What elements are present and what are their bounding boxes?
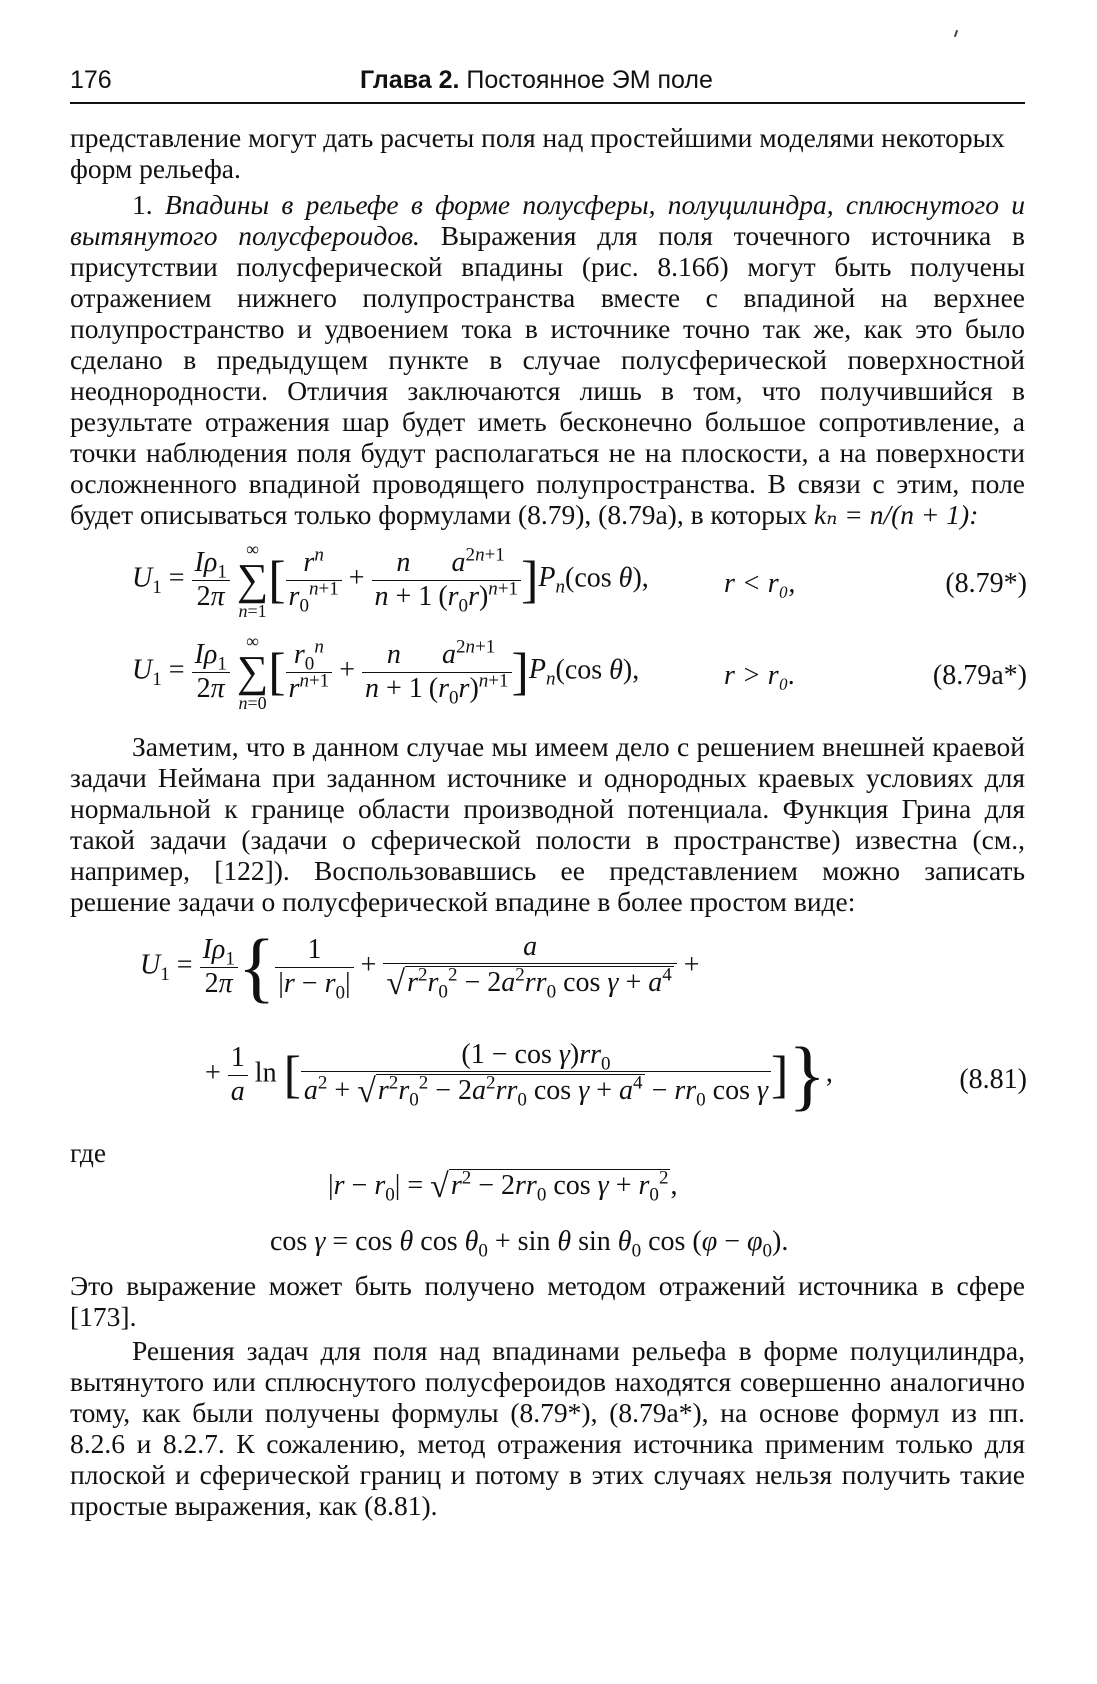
chapter-name: Постоянное ЭМ поле: [466, 66, 713, 94]
equation-condition: r > r₀.: [724, 660, 796, 691]
page-number: 176: [70, 66, 112, 94]
equation-condition: r < r₀,: [724, 568, 796, 599]
chapter-title: [360, 66, 713, 95]
paragraph-intro: представление могут дать расчеты поля над простейшими моделями некоторых форм рельефа.: [70, 122, 1005, 184]
equation-formula-line2: + $\frac{1}{a}$ ln [ $\frac{(1 - \cos \gamma)rr_0}{a^2 + √r^2r_0^2 - 2a^2rr_0 \cos \gamma + a^4 - rr_0 \cos \gamma}$ ]},: [205, 1031, 833, 1118]
equation-number: (8.81): [959, 1064, 1027, 1095]
equation-8-79a-star: [0, 632, 1097, 716]
paragraph-depressions: [70, 189, 1025, 530]
paragraph-body: Выражения для поля точечного источника в присутствии полусферической впадины (рис. 8.16б) могут быть получены отражением нижнего полупространства вместе с впадиной на верхнее полупространство и удвоением тока в источнике точно так же, как это было сделано в предыдущем пункте в случае полусферической поверхностной неоднородности. Отличия заключаются лишь в том, что получившийся в результате отражения шар будет иметь бесконечно большое сопротивление, а точки наблюдения поля будут располагаться не на плоскости, а на поверхности осложненного впадиной проводящего полупространства. В связи с этим, поле будет описываться только формулами (8.79), (8.79а), в которых: [70, 220, 1025, 530]
scan-mark: [954, 30, 958, 37]
equation-8-79-star: [0, 540, 1097, 624]
equation-definition-distance: $|r - r_0| = √r^2 - 2rr_0$ $\cos \gamma + r_0^2$,: [328, 1167, 678, 1206]
where-label: где: [70, 1137, 107, 1168]
inline-formula: kₙ = n/(n + 1):: [814, 499, 979, 530]
equation-formula-line1: $U_1$ = $\frac{I\rho_1}{2\pi}$ { $\frac{1}{|r - r_0|}$ + $\frac{a}{√r^2r_0^2 - 2a^2rr_0 \cos \gamma + a^4}$ +: [140, 923, 700, 1010]
paragraph-reflection-method: Это выражение может быть получено методом отражений источника в сфере [173].: [70, 1270, 1025, 1332]
equation-number: (8.79*): [945, 568, 1027, 599]
equation-definition-cos-gamma: cos γ = cos θ $\cos \theta_0 + \sin \theta$ $\sin \theta_0$ $\cos (\varphi - \varphi_0)$.: [270, 1226, 789, 1262]
equation-8-81: [0, 922, 1097, 1132]
running-header: [70, 62, 1025, 104]
chapter-label: Глава 2.: [360, 66, 460, 94]
equation-number: (8.79a*): [932, 660, 1027, 691]
item-number: 1.: [132, 189, 165, 220]
section-heading: Впадины в рельефе в форме полусферы, полуцилиндра, сплюснутого и вытянутого полусфероидов.: [70, 189, 1025, 251]
equation-formula: $U_1$ = $\frac{I\rho_1}{2\pi}$ ∞ ∑ n=1 [ $\frac{r^n}{r_0^{n+1}}$ + $\frac{n}{n + 1}$ $\frac{a^{2n+1}}{(r_0r)^{n+1}}$ ]$P_n(\cos$ θ),: [132, 539, 649, 621]
equation-formula: $U_1$ = $\frac{I\rho_1}{2\pi}$ ∞ ∑ n=0 [ $\frac{r_0^n}{r^{n+1}}$ + $\frac{n}{n + 1}$ $\frac{a^{2n+1}}{(r_0r)^{n+1}}$ ]$P_n(\cos$ θ),: [132, 631, 640, 713]
paragraph-neumann: Заметим, что в данном случае мы имеем дело с решением внешней краевой задачи Неймана при заданном источнике и однородных краевых условиях для нормальной к границе области производной потенциала. Функция Грина для такой задачи (задачи о сферической полости в пространстве) известна (см., например, [122]). Воспользовавшись ее представлением можно записать решение задачи о полусферической впадине в более простом виде:: [70, 731, 1025, 917]
paragraph-other-shapes: Решения задач для поля над впадинами рельефа в форме полуцилиндра, вытянутого или сплюснутого полусфероидов находятся совершенно аналогично тому, как были получены формулы (8.79*), (8.79а*), на основе формул из пп. 8.2.6 и 8.2.7. К сожалению, метод отражения источника применим только для плоской и сферической границ и потому в этих случаях нельзя получить такие простые выражения, как (8.81).: [70, 1335, 1025, 1521]
